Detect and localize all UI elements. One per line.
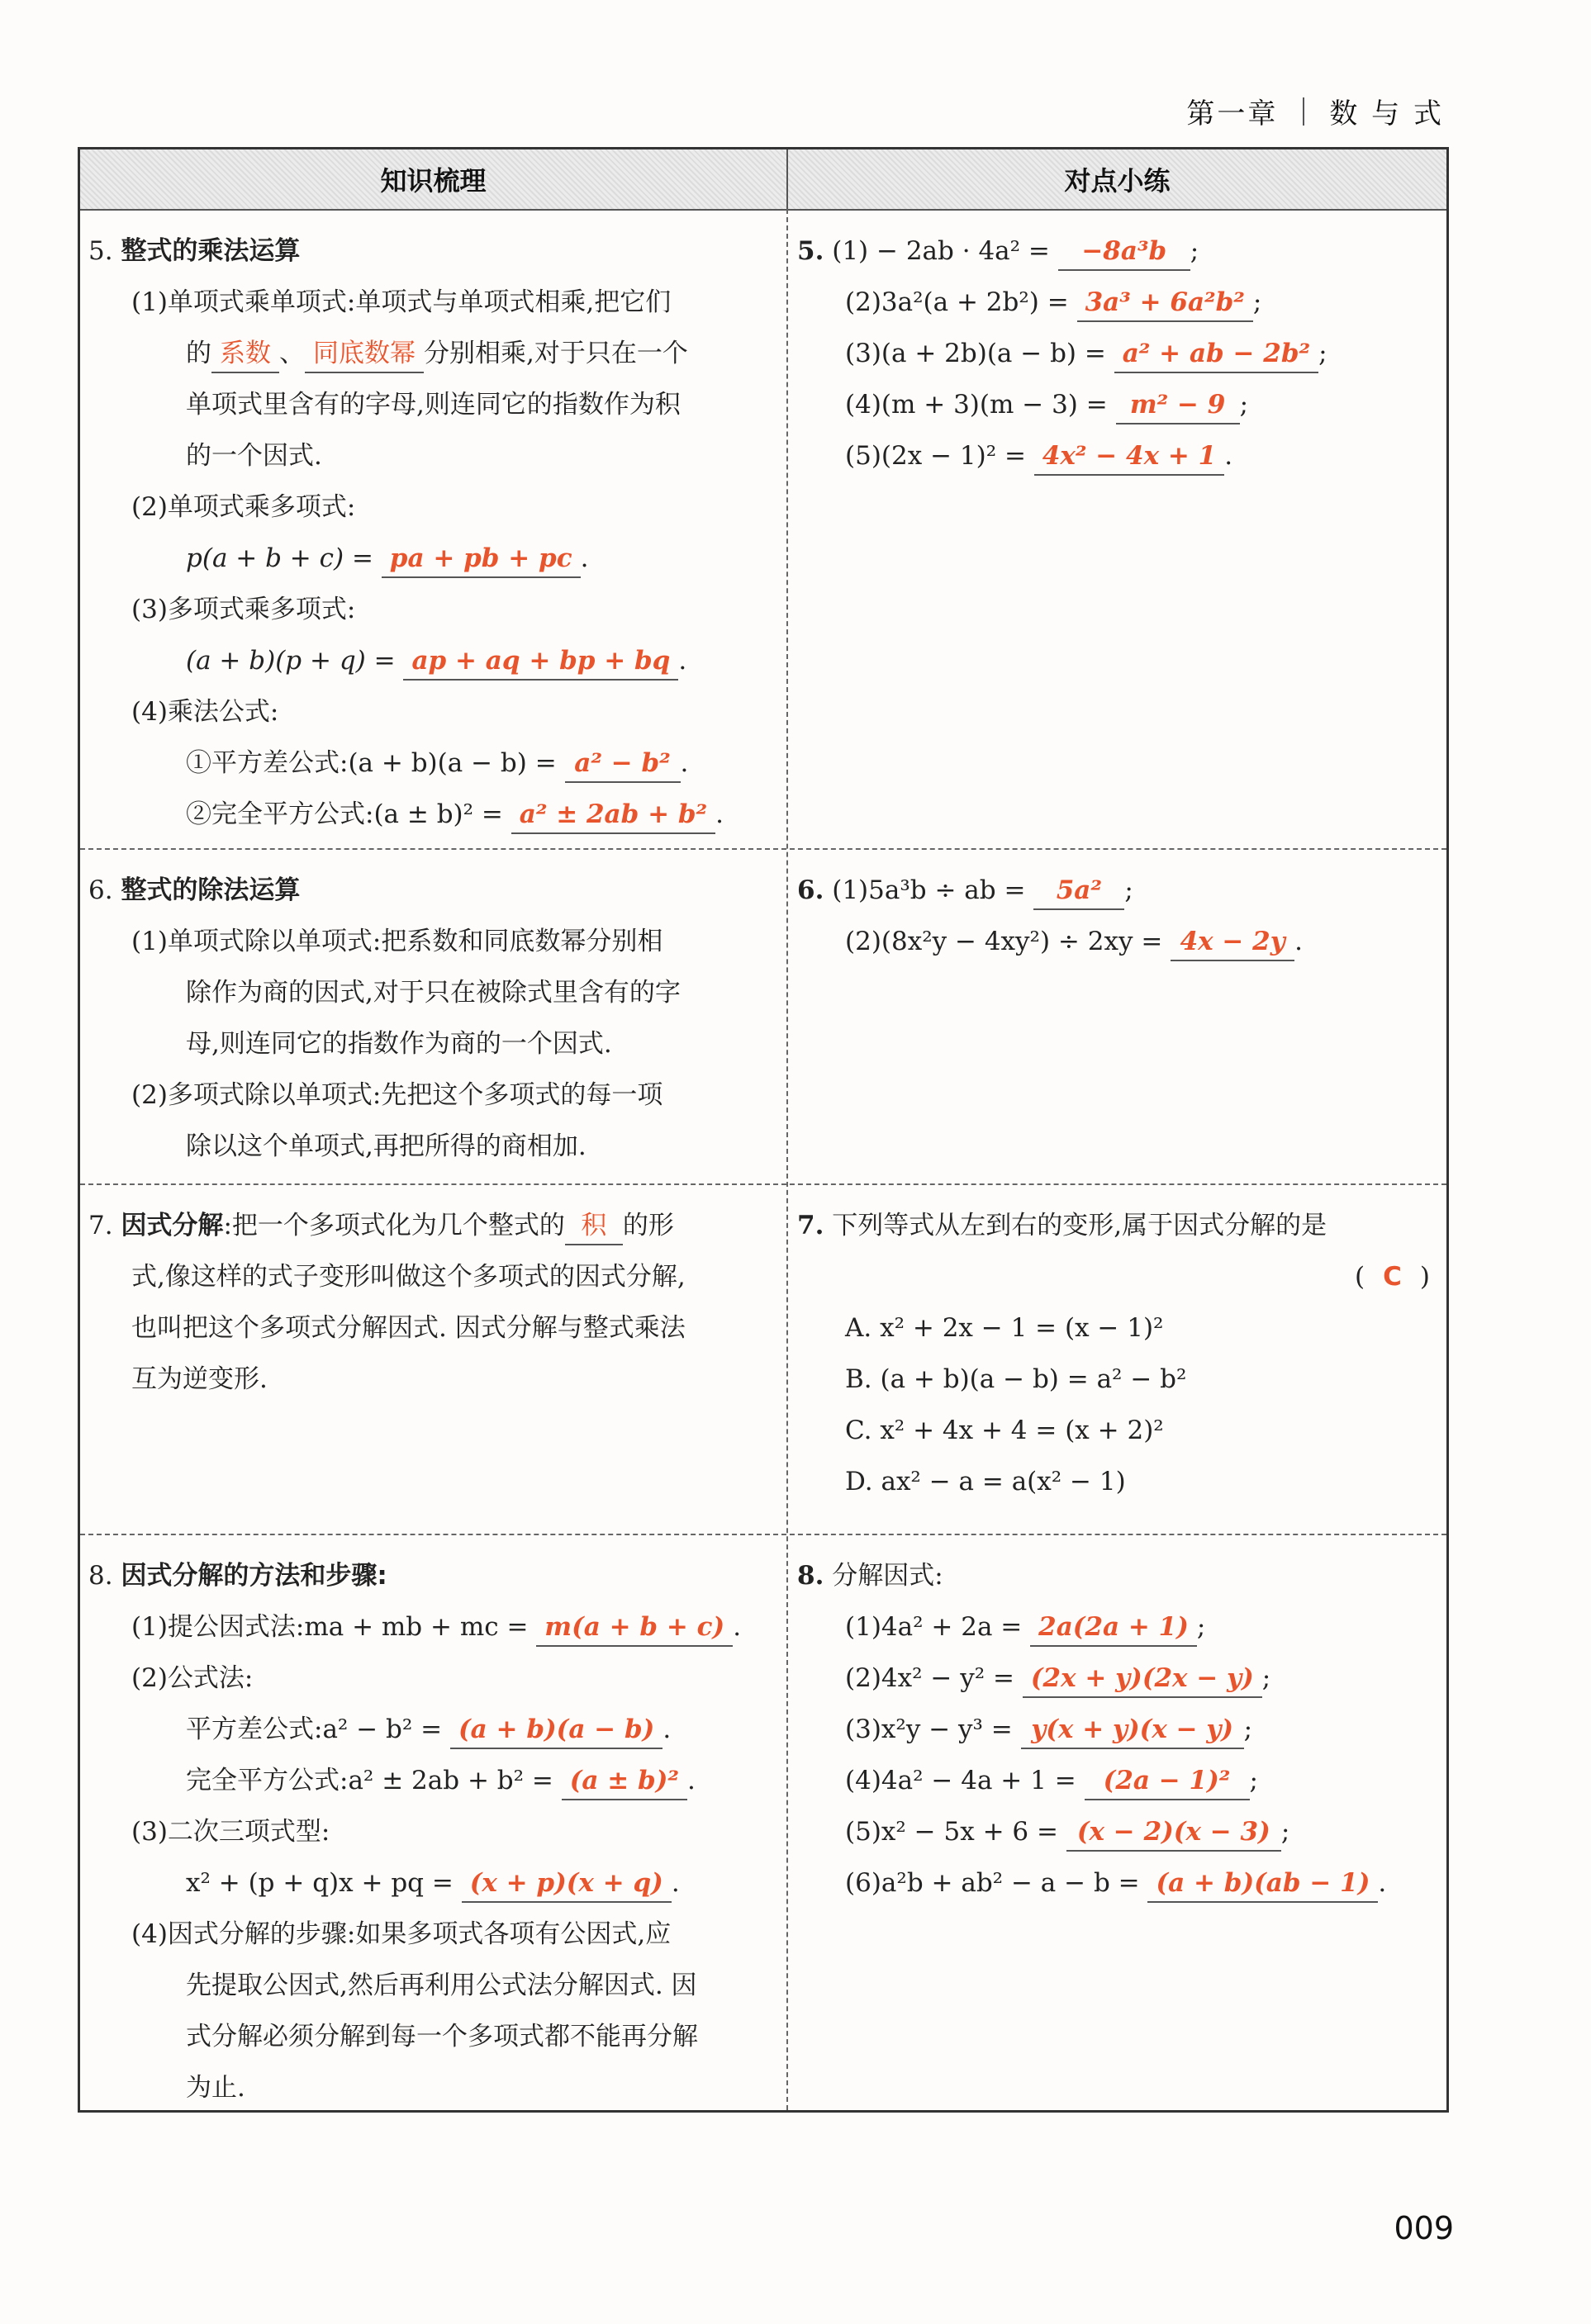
- section-title: 整式的除法运算: [121, 875, 301, 905]
- punctuation: ;: [1261, 1663, 1271, 1693]
- formula: 完全平方公式:a² ± 2ab + b² =: [186, 1766, 553, 1795]
- text-line: 除以这个单项式,再把所得的商相加.: [186, 1131, 587, 1161]
- section-6-knowledge: [88, 865, 774, 1172]
- text-line: 除作为商的因式,对于只在被除式里含有的字: [186, 978, 681, 1008]
- punctuation: ;: [1196, 1612, 1206, 1642]
- question: (6)a²b + ab² − a − b =: [845, 1868, 1140, 1898]
- answer-blank: −8a³b: [1058, 233, 1190, 271]
- question: (1)4a² + 2a =: [845, 1612, 1023, 1642]
- punctuation: .: [678, 646, 687, 676]
- exercise-number: 7.: [797, 1211, 824, 1240]
- text-line: 也叫把这个多项式分解因式. 因式分解与整式乘法: [131, 1313, 686, 1343]
- punctuation: .: [1378, 1868, 1387, 1898]
- question-stem: 下列等式从左到右的变形,属于因式分解的是: [832, 1211, 1327, 1240]
- text-line: 单项式里含有的字母,则连同它的指数作为积: [186, 390, 681, 420]
- punctuation: .: [680, 748, 689, 778]
- question: (5)x² − 5x + 6 =: [845, 1817, 1058, 1847]
- text-line: (3)二次三项式型:: [131, 1817, 330, 1847]
- exercise-8: [797, 1550, 1441, 1909]
- punctuation: ;: [1124, 875, 1133, 905]
- formula: ②完全平方公式:(a ± b)² =: [186, 799, 503, 829]
- text-fragment: 的: [186, 339, 211, 368]
- answer-blank: (a + b)(ab − 1): [1147, 1865, 1378, 1903]
- exercise-7: [797, 1200, 1441, 1507]
- question: (2)(8x²y − 4xy²) ÷ 2xy =: [845, 927, 1163, 956]
- exercise-number: 8.: [797, 1561, 824, 1591]
- question: (2)4x² − y² =: [845, 1663, 1014, 1693]
- punctuation: .: [671, 1868, 680, 1898]
- answer-blank: 4x − 2y: [1171, 923, 1294, 961]
- exercise-number: 5.: [797, 236, 824, 266]
- section-number: 6.: [88, 875, 113, 905]
- section-title: 因式分解: [121, 1211, 224, 1240]
- answer-blank: 4x² − 4x + 1: [1034, 438, 1224, 476]
- text-line: 式,像这样的式子变形叫做这个多项式的因式分解,: [131, 1262, 686, 1292]
- text-line: (4)乘法公式:: [131, 697, 279, 727]
- text-line: (3)多项式乘多项式:: [131, 595, 356, 624]
- answer-blank: (a ± b)²: [562, 1762, 687, 1800]
- text-line: (4)因式分解的步骤:如果多项式各项有公因式,应: [131, 1919, 672, 1949]
- answer-blank: m(a + b + c): [536, 1609, 733, 1647]
- formula: x² + (p + q)x + pq =: [186, 1868, 454, 1898]
- punctuation: ;: [1252, 287, 1262, 317]
- exercise-5: [797, 225, 1441, 481]
- exercise-6: [797, 865, 1441, 967]
- page-header: [1186, 91, 1444, 131]
- option-a: A. x² + 2x − 1 = (x − 1)²: [845, 1313, 1164, 1343]
- section-title: 因式分解的方法和步骤:: [121, 1561, 387, 1591]
- row-divider-1: [80, 848, 1446, 850]
- punctuation: .: [1224, 441, 1233, 471]
- header-divider-line: [786, 149, 788, 209]
- text-line: 互为逆变形.: [131, 1364, 268, 1394]
- punctuation: .: [580, 543, 589, 573]
- text-line: 为止.: [186, 2073, 245, 2103]
- choice-answer: C: [1383, 1262, 1402, 1292]
- text-line: 先提取公因式,然后再利用公式法分解因式. 因: [186, 1971, 697, 2000]
- formula: ①平方差公式:(a + b)(a − b) =: [186, 748, 557, 778]
- text-line: 的一个因式.: [186, 441, 322, 471]
- bracket-close: ): [1419, 1262, 1430, 1292]
- chapter-label: 第一章: [1186, 97, 1279, 130]
- punctuation: .: [686, 1766, 696, 1795]
- option-d: D. ax² − a = a(x² − 1): [845, 1467, 1126, 1496]
- punctuation: ;: [1239, 390, 1249, 420]
- answer-blank: 5a²: [1033, 872, 1124, 910]
- text-fragment: 分别相乘,对于只在一个: [424, 339, 688, 368]
- answer-blank: (x + p)(x + q): [462, 1865, 672, 1903]
- text-line: (1)单项式乘单项式:单项式与单项式相乘,把它们: [131, 287, 672, 317]
- formula: 平方差公式:a² − b² =: [186, 1715, 443, 1744]
- question: (1) − 2ab · 4a² =: [832, 236, 1050, 266]
- page-number: 009: [1394, 2210, 1454, 2246]
- chapter-title: 数 与 式: [1329, 97, 1444, 130]
- text-line: (2)多项式除以单项式:先把这个多项式的每一项: [131, 1080, 663, 1110]
- punctuation: ;: [1318, 339, 1327, 368]
- formula: (1)提公因式法:ma + mb + mc =: [131, 1612, 529, 1642]
- section-5-knowledge: [88, 225, 774, 840]
- text-line: (1)单项式除以单项式:把系数和同底数幂分别相: [131, 927, 663, 956]
- option-b: B. (a + b)(a − b) = a² − b²: [845, 1364, 1187, 1394]
- punctuation: ;: [1243, 1715, 1253, 1744]
- question: (4)(m + 3)(m − 3) =: [845, 390, 1108, 420]
- answer-blank: pa + pb + pc: [382, 540, 581, 578]
- section-number: 7.: [88, 1211, 113, 1240]
- answer-blank: 3a³ + 6a²b²: [1077, 284, 1253, 322]
- answer-blank: (x − 2)(x − 3): [1066, 1814, 1281, 1852]
- summary-table: [78, 147, 1449, 2113]
- punctuation: .: [733, 1612, 742, 1642]
- formula: p(a + b + c) =: [186, 543, 373, 573]
- question: (2)3a²(a + 2b²) =: [845, 287, 1069, 317]
- option-c: C. x² + 4x + 4 = (x + 2)²: [845, 1416, 1164, 1445]
- section-number: 8.: [88, 1561, 113, 1591]
- punctuation: .: [715, 799, 724, 829]
- text-fragment: 、: [279, 339, 305, 368]
- text-line: (2)公式法:: [131, 1663, 254, 1693]
- punctuation: .: [663, 1715, 672, 1744]
- punctuation: .: [1294, 927, 1304, 956]
- header-divider: [1303, 97, 1304, 126]
- question: (3)(a + 2b)(a − b) =: [845, 339, 1106, 368]
- row-divider-3: [80, 1534, 1446, 1535]
- column-divider-line: [786, 209, 788, 2110]
- text-line: 母,则连同它的指数作为商的一个因式.: [186, 1029, 612, 1059]
- answer-blank: 积: [565, 1207, 623, 1245]
- answer-blank: y(x + y)(x − y): [1021, 1711, 1244, 1749]
- question: (5)(2x − 1)² =: [845, 441, 1026, 471]
- question: (3)x²y − y³ =: [845, 1715, 1013, 1744]
- column-header-left: 知识梳理: [80, 149, 786, 211]
- bracket-open: (: [1355, 1262, 1365, 1292]
- text-line: 式分解必须分解到每一个多项式都不能再分解: [186, 2022, 698, 2051]
- answer-blank: 2a(2a + 1): [1030, 1609, 1197, 1647]
- question: (1)5a³b ÷ ab =: [832, 875, 1026, 905]
- text-line: (2)单项式乘多项式:: [131, 492, 356, 522]
- answer-blank: m² − 9: [1116, 387, 1240, 424]
- answer-blank: (a + b)(a − b): [450, 1711, 663, 1749]
- punctuation: ;: [1249, 1766, 1258, 1795]
- answer-blank: a² − b²: [565, 745, 681, 783]
- exercise-title: 分解因式:: [832, 1561, 943, 1591]
- answer-blank: (2x + y)(2x − y): [1023, 1660, 1262, 1698]
- exercise-number: 6.: [797, 875, 824, 905]
- answer-blank: 系数: [211, 335, 279, 373]
- column-header-right: 对点小练: [788, 149, 1446, 211]
- text-fragment: 的形: [622, 1211, 674, 1240]
- answer-blank: (2a − 1)²: [1085, 1762, 1250, 1800]
- section-7-knowledge: [88, 1200, 774, 1405]
- answer-blank: ap + aq + bp + bq: [403, 643, 678, 681]
- section-title: 整式的乘法运算: [121, 236, 301, 266]
- section-8-knowledge: [88, 1550, 774, 2113]
- answer-blank: a² ± 2ab + b²: [511, 796, 715, 834]
- punctuation: ;: [1190, 236, 1199, 266]
- question: (4)4a² − 4a + 1 =: [845, 1766, 1076, 1795]
- answer-blank: a² + ab − 2b²: [1114, 335, 1318, 373]
- answer-blank: 同底数幂: [305, 335, 424, 373]
- punctuation: ;: [1280, 1817, 1290, 1847]
- section-number: 5.: [88, 236, 113, 266]
- row-divider-2: [80, 1183, 1446, 1185]
- formula: (a + b)(p + q) =: [186, 646, 396, 676]
- text-fragment: :把一个多项式化为几个整式的: [223, 1211, 565, 1240]
- answer-bracket: [797, 1251, 1441, 1302]
